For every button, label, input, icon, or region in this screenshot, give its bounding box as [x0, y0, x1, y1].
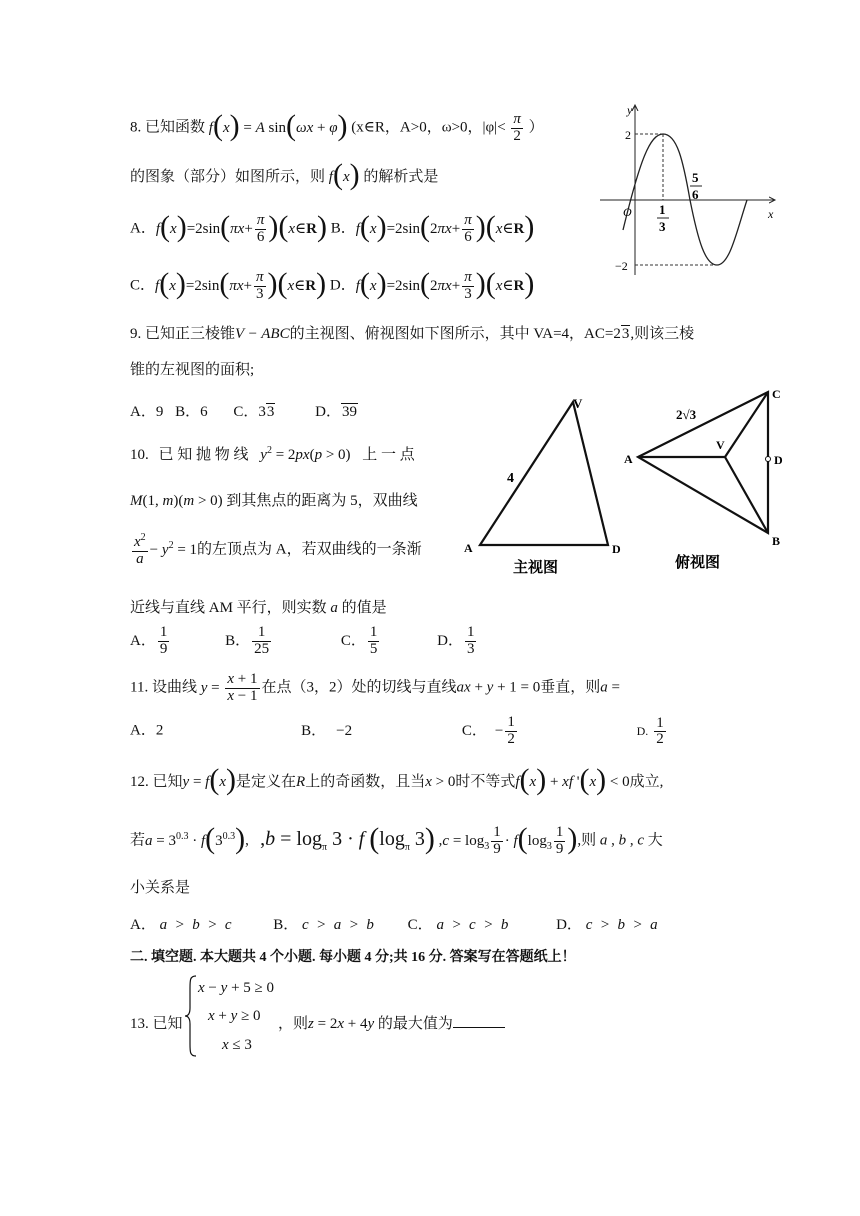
top-edge-label: 2√3 — [676, 407, 697, 422]
section-2-heading: 二. 填空题. 本大题共 4 个小题. 每小题 4 分;共 16 分. 答案写在答题纸上！ — [130, 950, 576, 965]
x-axis-label: x — [768, 207, 774, 221]
y-max-label: 2 — [625, 128, 631, 142]
q10-line4: 近线与直线 AM 平行，则实数 a 的值是 — [130, 600, 387, 616]
q8-line1: 8. 已知函数 f(x) = A sin(ωx + φ) (x∈R，A>0，ω>0，|φ|< $\frac{\pi}{2}$ ） — [130, 108, 544, 144]
x1-denominator: 3 — [659, 219, 666, 234]
q9-front-view — [458, 390, 628, 580]
q13-brace — [184, 974, 198, 1058]
q9-line1: 9. 已知正三棱锥V − ABC的主视图、俯视图如下图所示，其中 VA=4，AC=23,则该三棱 — [130, 326, 695, 342]
front-view-caption: 主视图 — [513, 560, 559, 576]
q13-constraint-3: x ≤ 3 — [222, 1037, 252, 1053]
q10-option-d[interactable]: D． $\frac{1}{3}$ — [437, 624, 475, 657]
q9-option-d[interactable]: D．39 — [315, 404, 357, 420]
q13-constraint-1: x − y + 5 ≥ 0 — [198, 980, 275, 996]
q11-option-b[interactable]: B． −2 — [301, 722, 353, 739]
q11-number: 11. — [130, 679, 149, 696]
q8-option-c[interactable]: C．f(x)=2sin(πx+ $\frac{\pi}{3}$ )(x∈R) — [130, 266, 327, 302]
q13-question: ，则z = 2x + 4y 的最大值为 — [278, 1012, 505, 1033]
q9-option-a[interactable]: A．9 — [130, 404, 164, 420]
front-right-label: D — [612, 542, 621, 556]
q12-number: 12. — [130, 774, 149, 790]
front-apex-label: V — [573, 396, 583, 411]
q8-number: 8. — [130, 119, 142, 136]
q10-option-c[interactable]: C． $\frac{1}{5}$ — [340, 624, 378, 657]
q12-line1: 12. 已知y = f(x)是定义在R上的奇函数，且当x > 0时不等式f(x) + xf '(x) < 0成立, — [130, 763, 664, 796]
q8-option-a[interactable]: A．f(x)=2sin(πx+ $\frac{\pi}{6}$ )(x∈R) — [130, 209, 327, 245]
q8-line2: 的图象（部分）如图所示，则 f(x) 的解析式是 — [130, 158, 439, 191]
q11-options — [130, 715, 668, 748]
q13-answer-blank[interactable] — [453, 1027, 505, 1028]
q12-options — [130, 913, 658, 934]
q9-option-b[interactable]: B．6 — [175, 404, 208, 420]
top-view-caption: 俯视图 — [675, 555, 721, 571]
top-v-label: V — [716, 438, 725, 452]
q8-sine-graph — [595, 100, 785, 280]
q9-number: 9. — [130, 326, 142, 342]
x1-numerator: 1 — [659, 202, 666, 217]
top-a-label: A — [624, 452, 633, 466]
q10-option-b[interactable]: B． $\frac{1}{25}$ — [225, 624, 270, 657]
q9-option-c[interactable]: C．33 — [233, 404, 275, 420]
front-left-label: A — [464, 541, 473, 555]
y-axis-label: y — [627, 103, 633, 117]
y-min-label: −2 — [615, 259, 628, 273]
q8-options-cd — [130, 266, 535, 303]
q10-line2: M(1, m)(m > 0) 到其焦点的距离为 5，双曲线 — [130, 493, 418, 509]
q12-option-a[interactable]: A． a > b > c — [130, 917, 232, 933]
q12-option-b[interactable]: B． c > a > b — [273, 917, 374, 933]
q10-number: 10. — [130, 447, 149, 463]
x2-denominator: 6 — [692, 187, 699, 202]
q12-option-d[interactable]: D． c > b > a — [556, 917, 658, 933]
x2-numerator: 5 — [692, 170, 699, 185]
top-b-label: B — [772, 534, 781, 548]
q11-option-a[interactable]: A．2 — [130, 722, 164, 739]
q9-options — [130, 400, 358, 421]
q13-line: 13. 已知 — [130, 1016, 183, 1032]
q11-option-d[interactable]: D. $\frac{1}{2}$ — [636, 714, 664, 748]
q9-top-view — [620, 385, 800, 580]
q8-option-d[interactable]: D．f(x)=2sin(2πx+ $\frac{\pi}{3}$ )(x∈R) — [329, 266, 535, 302]
q11-option-c[interactable]: C． − $\frac{1}{2}$ — [461, 714, 515, 747]
q13-number: 13. — [130, 1016, 149, 1032]
q12-line3: 小关系是 — [130, 880, 191, 896]
q8-options-ab — [130, 209, 535, 246]
top-d-label: D — [774, 453, 783, 467]
origin-label: O — [623, 205, 632, 219]
q9-line2: 锥的左视图的面积; — [130, 362, 255, 378]
q12-option-c[interactable]: C． a > c > b — [407, 917, 509, 933]
q10-line3: $\frac{x^2}{a}$ − $y^2 = 1$的左顶点为 A，若双曲线的一条渐 — [134, 532, 422, 567]
q10-options — [130, 625, 478, 658]
q10-option-a[interactable]: A． $\frac{1}{9}$ — [130, 624, 168, 657]
q10-line1: 10. 已 知 抛 物 线 $y^2 = 2px(p > 0)$ 上 一 点 — [130, 445, 415, 463]
top-c-label: C — [772, 387, 781, 401]
front-edge-label: 4 — [507, 471, 514, 486]
q12-line2: 若$a = 3^{0.3} \cdot f(3^{0.3})$, $,b = \log_\pi 3 \cdot f$ ($\log_\pi$ 3) $,c = \log_3$ $\frac{1}{9}$ · $f(\log_3$ $\frac{1}{9}$ ),则 a , b , c 大 — [130, 821, 663, 857]
q8-option-b[interactable]: B．f(x)=2sin(2πx+ $\frac{\pi}{6}$ )(x∈R) — [330, 209, 535, 245]
q11-line1: 11. 设曲线 y = $\frac{x + 1}{x - 1}$ 在点（3，2）处的切线与直线ax + y + 1 = 0垂直，则a = — [130, 671, 620, 704]
q13-constraint-2: x + y ≥ 0 — [208, 1008, 261, 1024]
